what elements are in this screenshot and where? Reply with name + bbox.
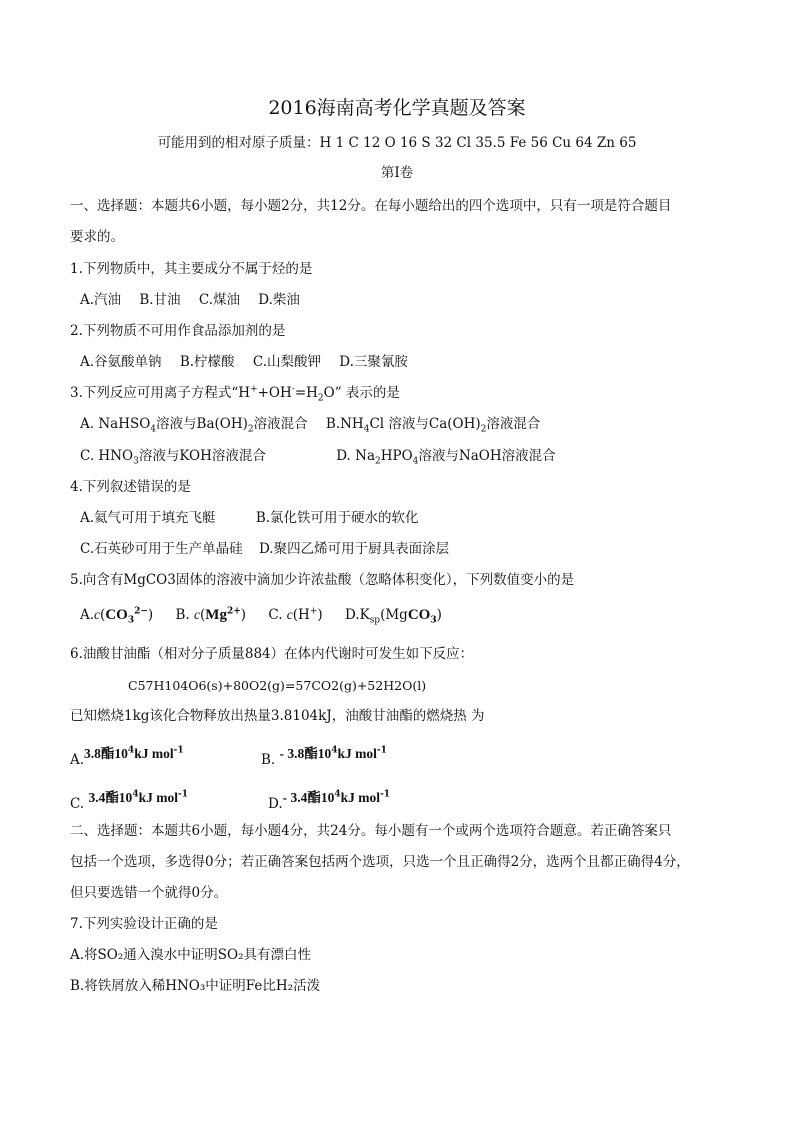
q2-option-a: A.谷氨酸单钠: [80, 354, 162, 370]
q6-c-sup2: -1: [177, 789, 188, 800]
q3-a-sub2: 2: [247, 424, 254, 435]
q5-d-ion: CO: [407, 607, 431, 623]
q6-c-unit: kJ mol: [138, 790, 178, 805]
section1-intro-line1: 一、选择题：本题共6小题，每小题2分，共12分。在每小题给出的四个选项中，只有一项是符合题目: [70, 198, 672, 214]
q7-stem: 7.下列实验设计正确的是: [70, 916, 218, 932]
q6-a-sup: 4: [127, 745, 135, 756]
q3-d-mid: HPO: [380, 448, 413, 464]
q5-d-label: D.K: [344, 607, 370, 623]
q3-stem-pre: 3.下列反应可用离子方程式“H: [70, 385, 251, 401]
q6-option-c: [70, 789, 188, 812]
q6-stem: 6.油酸甘油酯（相对分子质量884）在体内代谢时可发生如下反应：: [70, 646, 474, 662]
q4-option-c: C.石英砂可用于生产单晶硅: [80, 541, 243, 557]
q3-b-pre: B.NH: [325, 416, 364, 432]
q3-d-end: 溶液与NaOH溶液混合: [418, 448, 556, 464]
section1-intro-line2: 要求的。: [70, 229, 124, 245]
q5-option-d: [345, 606, 442, 624]
q3-stem-sup2: -: [291, 384, 295, 395]
q6-b-sup: 4: [331, 745, 338, 756]
q3-b-sub2: 2: [480, 424, 487, 435]
q3-b-sub: 4: [363, 424, 370, 435]
q6-b-label: B.: [261, 752, 276, 768]
q5-d-sub2: 3: [430, 615, 437, 626]
q5-c-label: C.: [268, 607, 283, 623]
q7-option-a: A.将SO₂通入溴水中证明SO₂具有漂白性: [70, 947, 311, 963]
q3-a-sub: 4: [150, 424, 157, 435]
q3-b-post: Cl 溶液与Ca(OH): [369, 416, 481, 432]
q2-option-b: B.柠檬酸: [179, 354, 235, 370]
q5-a-label: A.: [80, 607, 95, 623]
q5-d-mid: (Mg: [380, 607, 408, 623]
q4-option-d: D.聚四乙烯可用于厨具表面涂层: [258, 541, 450, 557]
q5-b-sup: 2+: [226, 606, 241, 617]
q6-a-label: A.: [70, 752, 85, 768]
q6-d-unit: kJ mol: [340, 790, 381, 805]
q4-options-row2: [80, 540, 463, 558]
q6-option-a: [70, 745, 184, 768]
q5-b-ion: Mg: [205, 607, 227, 623]
q6-c-label: C.: [70, 796, 85, 812]
q5-option-a: $A.c(CO_3^{2-})$: [80, 606, 154, 626]
q3-stem-mid: +OH: [257, 385, 292, 401]
q3-stem-end: O” 表示的是: [323, 385, 400, 401]
q6-a-sup2: -1: [173, 745, 184, 756]
section2-intro-line1: 二、选择题：本题共6小题，每小题4分，共24分。每小题有一个或两个选项符合题意。若正确答案只: [70, 823, 672, 839]
q5-stem: 5.向含有MgCO3固体的溶液中滴加少许浓盐酸（忽略体积变化），下列数值变小的是: [70, 572, 575, 588]
q5-b-label: B.: [175, 607, 190, 623]
q4-option-a: A.氦气可用于填充飞艇: [80, 510, 216, 526]
q6-d-sup: 4: [334, 789, 341, 800]
q7-option-b: B.将铁屑放入稀HNO₃中证明Fe比H₂活泼: [70, 978, 321, 994]
q5-a-sup: 2−: [134, 606, 148, 617]
q3-d-sub: 2: [375, 456, 381, 467]
q3-options-row2: [80, 447, 570, 465]
q2-option-c: C.山梨酸钾: [252, 354, 321, 370]
q3-option-c: [80, 447, 266, 465]
q3-option-d: [336, 447, 555, 465]
atomic-masses: 可能用到的相对原子质量：H 1 C 12 O 16 S 32 Cl 35.5 Fe 56 Cu 64 Zn 65: [157, 135, 637, 151]
q5-a-c: c: [94, 607, 101, 622]
q6-c-sup: 4: [132, 789, 139, 800]
q6-b-val: - 3.8酯10: [279, 746, 332, 761]
q6-given: 已知燃烧1kg该化合物释放出热量3.8104kJ，油酸甘油酯的燃烧热 为: [70, 708, 485, 724]
q3-b-end: 溶液混合: [486, 416, 541, 432]
q6-equation: C57H104O6(s)+80O2(g)=57CO2(g)+52H2O(l): [128, 678, 427, 693]
q3-options-row1: [80, 415, 554, 433]
q5-option-c: [268, 606, 322, 624]
section2-intro-line3: 但只要选错一个就得0分。: [70, 885, 228, 901]
q5-d-end: ): [436, 607, 442, 623]
q5-c-c: c: [286, 607, 293, 622]
q6-d-sup2: -1: [380, 789, 391, 800]
q3-d-pre: D. Na: [336, 448, 375, 464]
volume-heading: 第Ⅰ卷: [380, 165, 414, 181]
q5-c-sup: +: [309, 606, 318, 617]
q3-c-sub: 3: [133, 456, 139, 467]
q1-option-d: D.柴油: [258, 292, 300, 308]
q3-stem: [70, 384, 400, 402]
q6-d-label: D.: [268, 796, 283, 812]
q3-a-pre: A. NaHSO: [80, 416, 151, 432]
q6-option-b: [261, 745, 387, 768]
q3-stem-post: =H: [294, 385, 318, 401]
q1-stem: 1.下列物质中，其主要成分不属于烃的是: [70, 261, 313, 277]
q6-option-d: [268, 789, 391, 812]
q3-a-post: 溶液与Ba(OH): [156, 416, 248, 432]
q3-option-a: [80, 415, 308, 433]
q5-options: [80, 606, 456, 624]
q2-option-d: D.三聚氰胺: [339, 354, 408, 370]
q5-option-b: B. $c(Mg^{2+})$: [175, 606, 247, 623]
q5-a-ion: CO: [105, 607, 128, 623]
q6-c-val: 3.4酯10: [88, 790, 133, 805]
q1-options: [80, 291, 314, 309]
q2-stem: 2.下列物质不可用作食品添加剂的是: [70, 323, 286, 339]
q4-option-b: B.氯化铁可用于硬水的软化: [255, 510, 419, 526]
q3-d-sub2: 4: [412, 456, 419, 467]
q3-a-end: 溶液混合: [253, 416, 308, 432]
q4-stem: 4.下列叙述错误的是: [70, 479, 191, 495]
q6-a-unit: kJ mol: [134, 746, 174, 761]
q6-b-unit: kJ mol: [337, 746, 377, 761]
q4-options-row1: [80, 509, 433, 527]
page-title: 2016海南高考化学真题及答案: [268, 97, 526, 119]
q3-c-end: 溶液与KOH溶液混合: [138, 448, 266, 464]
q5-a-sub: 3: [127, 615, 135, 626]
q2-options: [80, 353, 422, 371]
q3-option-b: [326, 415, 540, 433]
q6-d-val: - 3.4酯10: [282, 790, 335, 805]
section2-intro-line2: 包括一个选项，多选得0分；若正确答案包括两个选项，只选一个且正确得2分，选两个且都正确得4分，: [70, 854, 690, 870]
q5-d-sub: sp: [369, 615, 381, 626]
q5-c-end: ): [317, 607, 323, 623]
q3-stem-sup1: +: [250, 384, 258, 395]
q6-a-val: 3.8酯10: [84, 746, 128, 761]
q3-c-pre: C. HNO: [80, 448, 134, 464]
q1-option-a: A.汽油: [80, 292, 122, 308]
q1-option-c: C.煤油: [198, 292, 240, 308]
q5-c-ion: (H: [292, 607, 310, 623]
q3-stem-sub: 2: [317, 393, 324, 404]
q5-b-c: c: [194, 607, 200, 622]
q6-b-sup2: -1: [376, 745, 387, 756]
q1-option-b: B.甘油: [139, 292, 181, 308]
